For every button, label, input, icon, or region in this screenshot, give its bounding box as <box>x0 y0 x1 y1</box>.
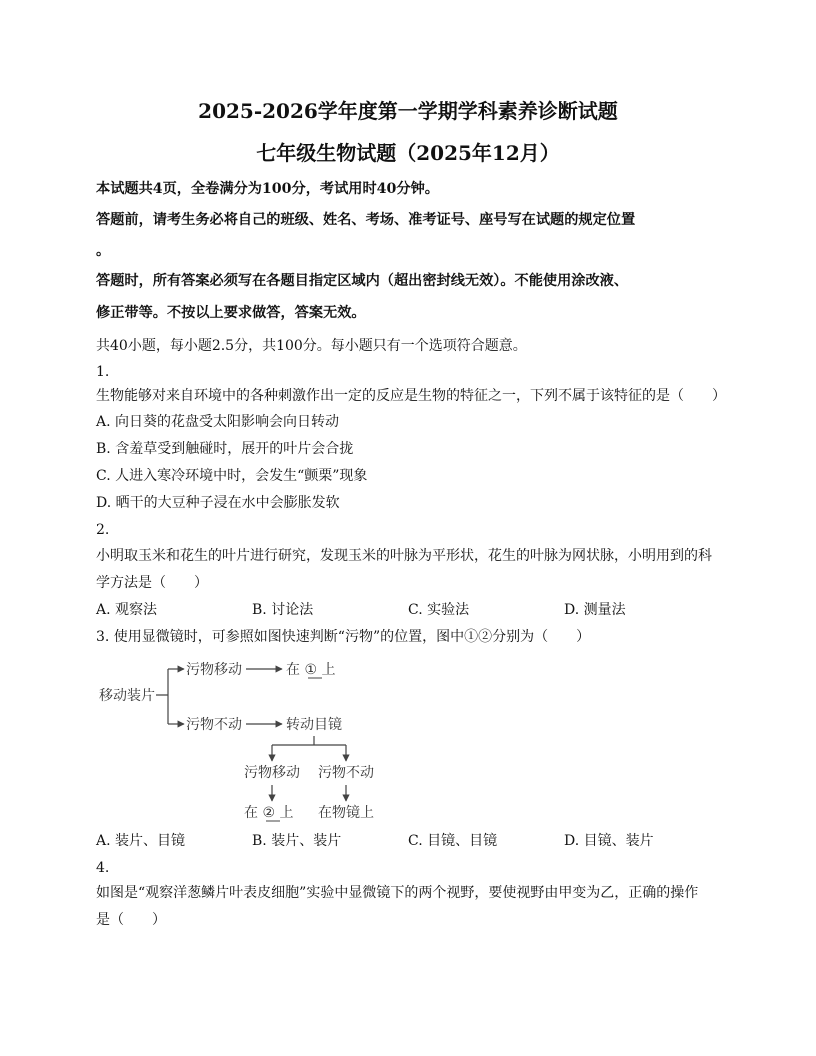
question-stem: 3. 使用显微镜时，可参照如图快速判断“污物”的位置，图中①②分别为（ ） <box>96 629 591 645</box>
option-b: B. 讨论法 <box>252 602 314 618</box>
instruction-3: 答题时，所有答案必须写在各题目指定区域内（超出密封线无效）。不能使用涂改液、 <box>96 273 629 289</box>
dirt-still-2-label: 污物不动 <box>318 765 374 781</box>
option-d: D. 测量法 <box>564 602 626 618</box>
option-d: D. 目镜、装片 <box>564 833 654 849</box>
option-a: A. 观察法 <box>96 602 158 618</box>
exam-title: 2025-2026学年度第一学期学科素养诊断试题 <box>198 99 618 123</box>
option-c: C. 目镜、目镜 <box>408 833 498 849</box>
option-c: C. 人进入寒冷环境中时，会发生“颤栗”现象 <box>96 468 368 484</box>
question-stem-cont: 是（ ） <box>96 912 166 928</box>
exam-subtitle: 七年级生物试题（2025年12月） <box>256 141 560 165</box>
question-number: 2. <box>96 522 110 538</box>
option-a: A. 装片、目镜 <box>96 833 186 849</box>
option-c: C. 实验法 <box>408 602 470 618</box>
question-stem: 小明取玉米和花生的叶片进行研究，发现玉米的叶脉为平形状，花生的叶脉为网状脉，小明用到的科 <box>96 548 712 564</box>
instruction-3-cont: 修正带等。不按以上要求做答，答案无效。 <box>96 305 366 321</box>
question-number: 4. <box>96 860 110 876</box>
instruction-2-end: 。 <box>96 243 111 259</box>
dirt-location-flowchart <box>96 652 396 827</box>
section-intro: 共40小题，每小题2.5分，共100分。每小题只有一个选项符合题意。 <box>96 338 527 354</box>
question-stem: 如图是“观察洋葱鳞片叶表皮细胞”实验中显微镜下的两个视野，要使视野由甲变为乙，正确的操作 <box>96 885 699 901</box>
dirt-still-label: 污物不动 <box>186 717 242 733</box>
question-number: 1. <box>96 364 110 380</box>
instruction-1: 本试题共4页，全卷满分为100分，考试用时40分钟。 <box>96 181 439 197</box>
option-b: B. 装片、装片 <box>252 833 342 849</box>
dirt-moves-label: 污物移动 <box>186 662 242 678</box>
on-marker-1-label: 在 ① 上 <box>286 662 336 678</box>
on-objective-label: 在物镜上 <box>318 805 374 821</box>
question-stem-cont: 学方法是（ ） <box>96 575 208 591</box>
option-b: B. 含羞草受到触碰时，展开的叶片会合拢 <box>96 441 354 457</box>
question-stem: 生物能够对来自环境中的各种刺激作出一定的反应是生物的特征之一，下列不属于该特征的是（ ） <box>96 388 726 404</box>
option-a: A. 向日葵的花盘受太阳影响会向日转动 <box>96 414 340 430</box>
on-marker-2-label: 在 ② 上 <box>244 805 294 821</box>
rotate-eyepiece-label: 转动目镜 <box>286 717 342 733</box>
instruction-2: 答题前，请考生务必将自己的班级、姓名、考场、准考证号、座号写在试题的规定位置 <box>96 212 636 228</box>
move-slide-label: 移动装片 <box>99 688 155 704</box>
dirt-moves-2-label: 污物移动 <box>244 765 300 781</box>
option-d: D. 晒干的大豆种子浸在水中会膨胀发软 <box>96 495 340 511</box>
